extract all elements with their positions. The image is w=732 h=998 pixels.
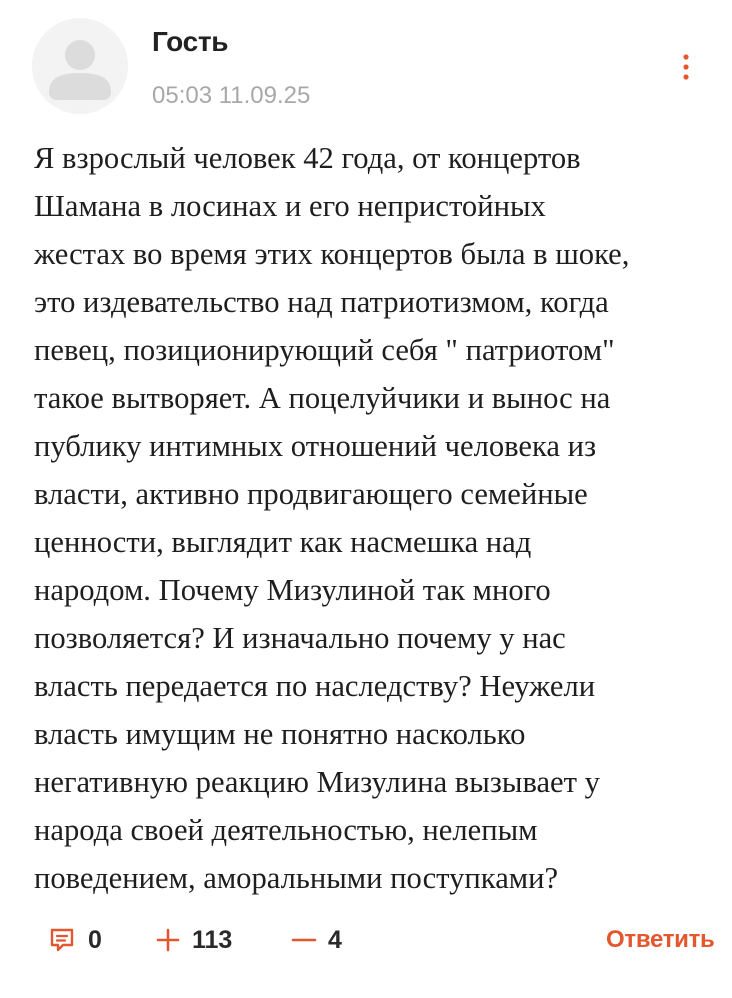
- comment-actions: [0, 918, 732, 962]
- comment-text-line: власть передается по наследству? Неужели: [34, 669, 596, 703]
- downvote-count: 4: [328, 925, 342, 954]
- comment-text-line: позволяется? И изначально почему у нас: [34, 621, 566, 655]
- comment-text-line: власти, активно продвигающего семейные: [34, 477, 588, 511]
- comment-text-line: публику интимных отношений человека из: [34, 429, 597, 463]
- more-options-button[interactable]: [670, 50, 702, 86]
- comment-icon: [48, 926, 76, 954]
- upvote-button[interactable]: [154, 918, 232, 962]
- comment-text-line: власть имущим не понятно насколько: [34, 717, 526, 751]
- comment-text-line: Шамана в лосинах и его непристойных: [34, 189, 546, 223]
- upvote-count: 113: [192, 925, 233, 954]
- downvote-button[interactable]: [290, 918, 342, 962]
- comment-text-line: ценности, выглядит как насмешка над: [34, 525, 532, 559]
- comment-text-line: это издевательство над патриотизмом, когда: [34, 285, 609, 319]
- comment-text-line: певец, позиционирующий себя " патриотом": [34, 333, 615, 367]
- reply-button[interactable]: Ответить: [606, 926, 715, 953]
- user-avatar-icon: [32, 18, 128, 114]
- replies-button[interactable]: [48, 918, 102, 962]
- comment-timestamp: 05:03 11.09.25: [152, 82, 311, 109]
- comment-text-line: негативную реакцию Мизулина вызывает у: [34, 765, 600, 799]
- comment-text-line: жестах во время этих концертов была в шоке,: [34, 237, 630, 271]
- author-name[interactable]: Гость: [152, 26, 229, 57]
- comment-text-line: народа своей деятельностью, нелепым: [34, 813, 538, 847]
- more-vertical-icon: [670, 50, 702, 86]
- comment-text-line: такое вытворяет. А поцелуйчики и вынос на: [34, 381, 611, 415]
- comment-text-line: народом. Почему Мизулиной так много: [34, 573, 551, 607]
- comment-text-line: поведением, аморальными поступками?: [34, 861, 559, 895]
- avatar[interactable]: [32, 18, 128, 114]
- minus-icon: [290, 926, 318, 954]
- comment-text-line: Я взрослый человек 42 года, от концертов: [34, 141, 581, 175]
- comment-text: [34, 134, 724, 902]
- plus-icon: [154, 926, 182, 954]
- replies-count: 0: [88, 925, 102, 954]
